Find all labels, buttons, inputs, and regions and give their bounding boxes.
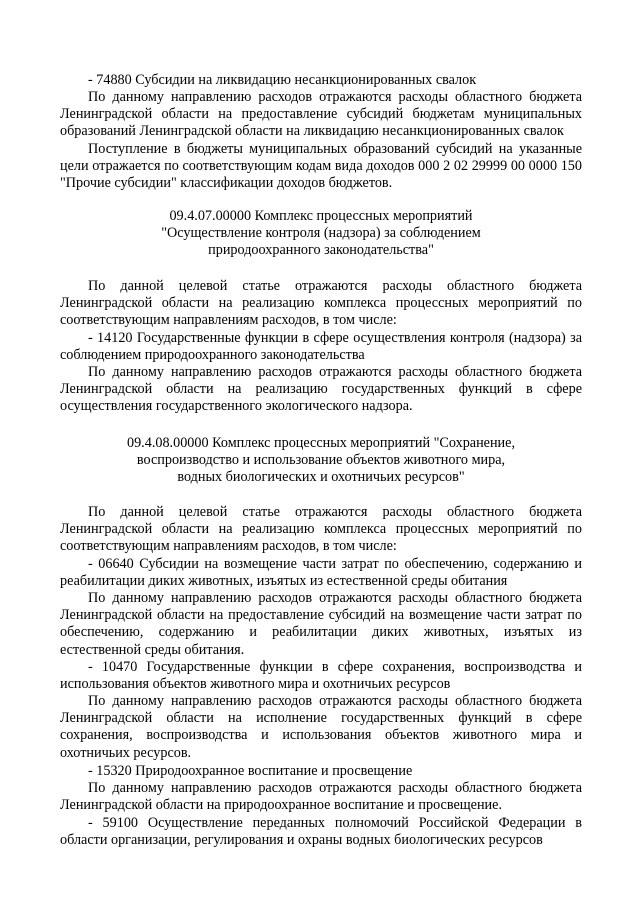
heading-line: "Осуществление контроля (надзора) за соблюдением (161, 225, 481, 242)
paragraph-06640-desc: По данному направлению расходов отражаются расходы областного бюджета Ленинградской области на предоставление субсидий на возмещение части затрат по обеспечению, содержанию и реабилитации диких животных, изъятых из естественной среды обитания. (60, 590, 582, 658)
paragraph-74880-desc: По данному направлению расходов отражаются расходы областного бюджета Ленинградской области на предоставление субсидий бюджетам муниципальных образований Ленинградской области на ликвидацию несанкционированных свалок (60, 89, 582, 140)
paragraph-14120-desc: По данному направлению расходов отражаются расходы областного бюджета Ленинградской области на реализацию государственных функций в сфере осуществления государственного экологического надзора. (60, 364, 582, 415)
heading-line: природоохранного законодательства" (208, 242, 434, 259)
paragraph-subsidies-income: Поступление в бюджеты муниципальных образований субсидий на указанные цели отражается по соответствующим кодам вида доходов 000 2 02 29999 00 0000 150 "Прочие субсидии" классификации доходов бюджетов. (60, 141, 582, 192)
heading-line: воспроизводство и использование объектов животного мира, (136, 452, 506, 469)
heading-line: водных биологических и охотничьих ресурсов" (177, 469, 465, 486)
heading-09-4-08 (60, 435, 582, 487)
paragraph-15320-desc: По данному направлению расходов отражаются расходы областного бюджета Ленинградской области на природоохранное воспитание и просвещение. (60, 780, 582, 814)
paragraph-10470-desc: По данному направлению расходов отражаются расходы областного бюджета Ленинградской области на исполнение государственных функций в сфере сохранения, воспроизводства и использования объектов животного мира и охотничьих ресурсов. (60, 693, 582, 761)
paragraph-14120: - 14120 Государственные функции в сфере осуществления контроля (надзора) за соблюдением природоохранного законодательства (60, 330, 582, 364)
paragraph-target-article-08: По данной целевой статье отражаются расходы областного бюджета Ленинградской области на реализацию комплекса процессных мероприятий по соответствующим направлениям расходов, в том числе: (60, 504, 582, 555)
paragraph-74880: - 74880 Субсидии на ликвидацию несанкционированных свалок (88, 72, 477, 88)
paragraph-15320: - 15320 Природоохранное воспитание и просвещение (88, 763, 413, 779)
heading-line: 09.4.07.00000 Комплекс процессных мероприятий (169, 208, 473, 224)
paragraph-10470: - 10470 Государственные функции в сфере сохранения, воспроизводства и использования объектов животного мира и охотничьих ресурсов (60, 659, 582, 693)
heading-09-4-07 (60, 208, 582, 260)
paragraph-59100: - 59100 Осуществление переданных полномочий Российской Федерации в области организации, регулирования и охраны водных биологических ресурсов (60, 815, 582, 849)
paragraph-06640: - 06640 Субсидии на возмещение части затрат по обеспечению, содержанию и реабилитации диких животных, изъятых из естественной среды обитания (60, 556, 582, 590)
heading-line: 09.4.08.00000 Комплекс процессных мероприятий "Сохранение, (126, 435, 515, 451)
paragraph-target-article-07: По данной целевой статье отражаются расходы областного бюджета Ленинградской области на реализацию комплекса процессных мероприятий по соответствующим направлениям расходов, в том числе: (60, 278, 582, 329)
